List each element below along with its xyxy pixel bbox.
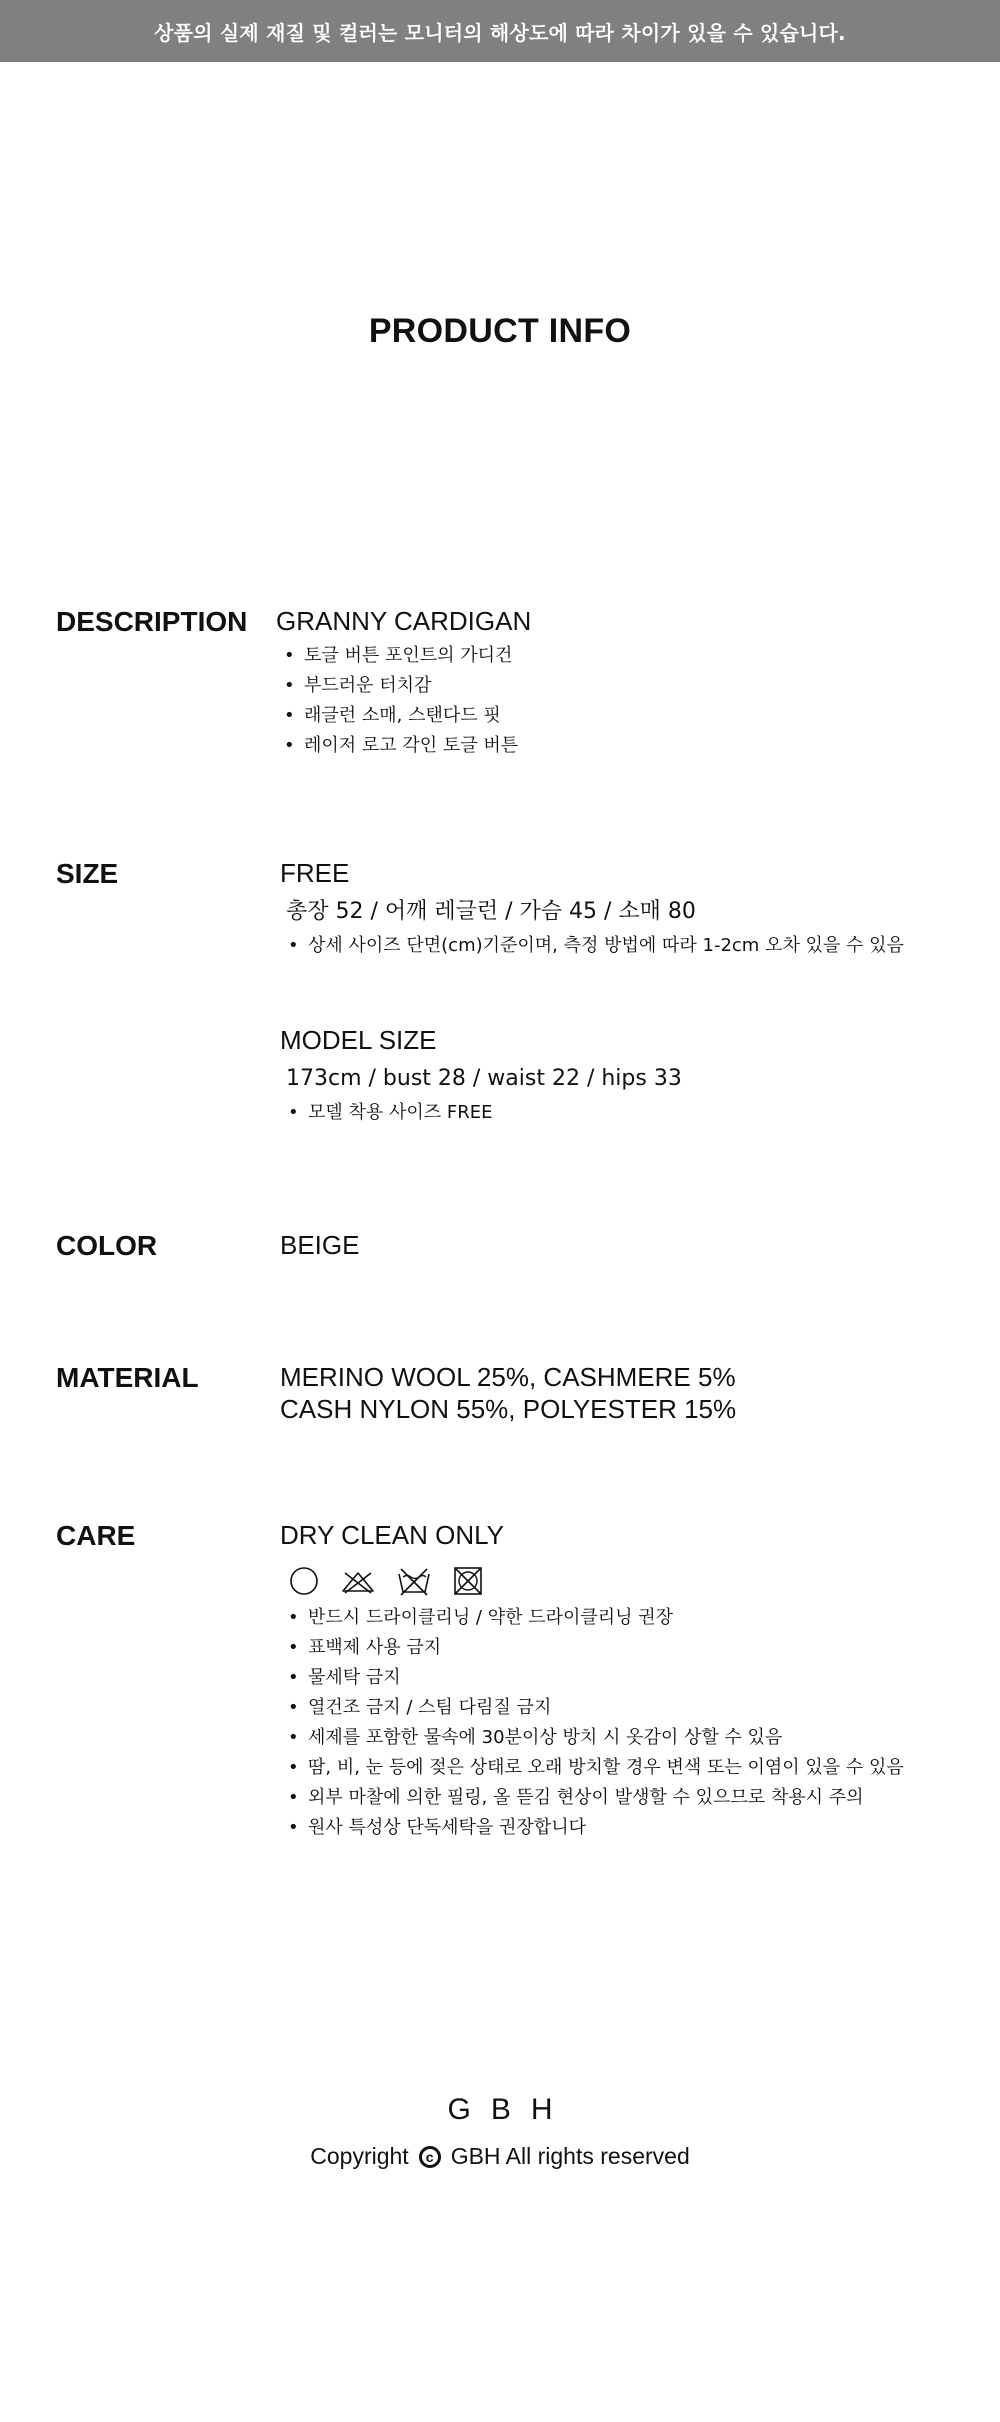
list-item: • 래글런 소매, 스탠다드 핏 [284, 701, 531, 731]
color-label: COLOR [56, 1230, 158, 1261]
list-item: • 상세 사이즈 단면(cm)기준이며, 측정 방법에 따라 1-2cm 오차 있을 수 있음 [288, 931, 904, 961]
page-title: PRODUCT INFO [368, 312, 632, 350]
no-wash-icon [396, 1565, 432, 1597]
copyright-suffix: GBH All rights reserved [450, 2143, 690, 2169]
care-content [280, 1519, 904, 1843]
list-item: • 토글 버튼 포인트의 가디건 [284, 641, 531, 671]
material-content [280, 1361, 736, 1425]
color-value: BEIGE [280, 1230, 360, 1260]
material-line-2: CASH NYLON 55%, POLYESTER 15% [280, 1394, 737, 1424]
model-size-content [280, 1024, 682, 1128]
notice-bar [0, 0, 1000, 62]
care-icons [288, 1565, 904, 1597]
no-tumble-dry-icon [452, 1565, 484, 1597]
notice-text: 상품의 실제 재질 및 컬러는 모니터의 해상도에 따라 차이가 있을 수 있습니다. [154, 20, 846, 45]
list-item: • 세제를 포함한 물속에 30분이상 방치 시 옷감이 상할 수 있음 [288, 1723, 904, 1753]
list-item: • 외부 마찰에 의한 필링, 올 뜯김 현상이 발생할 수 있으므로 착용시 주의 [288, 1783, 904, 1813]
footer-copyright [0, 2143, 1000, 2170]
material-label: MATERIAL [56, 1362, 199, 1393]
description-bullets [276, 641, 531, 761]
list-item: • 모델 착용 사이즈 FREE [288, 1098, 682, 1128]
list-item: • 반드시 드라이클리닝 / 약한 드라이클리닝 권장 [288, 1603, 904, 1633]
copyright-icon: c [419, 2146, 441, 2168]
model-size-bullets [280, 1098, 682, 1128]
description-heading: GRANNY CARDIGAN [276, 606, 532, 636]
size-measurements: 총장 52 / 어깨 레글런 / 가슴 45 / 소매 80 [286, 899, 696, 924]
dry-clean-icon [288, 1565, 320, 1597]
care-heading: DRY CLEAN ONLY [280, 1520, 504, 1550]
no-bleach-icon [340, 1565, 376, 1597]
size-content [280, 857, 904, 961]
material-line-1: MERINO WOOL 25%, CASHMERE 5% [280, 1362, 736, 1392]
footer-logo: GBH [447, 2093, 573, 2126]
description-content [276, 605, 531, 761]
description-label: DESCRIPTION [56, 606, 248, 637]
list-item: • 물세탁 금지 [288, 1663, 904, 1693]
list-item: • 표백제 사용 금지 [288, 1633, 904, 1663]
list-item: • 레이저 로고 각인 토글 버튼 [284, 731, 531, 761]
size-heading: FREE [280, 858, 350, 888]
care-label: CARE [56, 1520, 136, 1551]
size-bullets [280, 931, 904, 961]
size-label: SIZE [56, 858, 119, 889]
list-item: • 원사 특성상 단독세탁을 권장합니다 [288, 1813, 904, 1843]
model-size-heading: MODEL SIZE [280, 1025, 437, 1055]
copyright-prefix: Copyright [310, 2143, 409, 2169]
model-size-measurements: 173cm / bust 28 / waist 22 / hips 33 [286, 1066, 682, 1091]
color-content [280, 1229, 359, 1261]
list-item: • 열건조 금지 / 스팀 다림질 금지 [288, 1693, 904, 1723]
list-item: • 부드러운 터치감 [284, 671, 531, 701]
care-bullets [280, 1603, 904, 1843]
list-item: • 땀, 비, 눈 등에 젖은 상태로 오래 방치할 경우 변색 또는 이염이 있을 수 있음 [288, 1753, 904, 1783]
